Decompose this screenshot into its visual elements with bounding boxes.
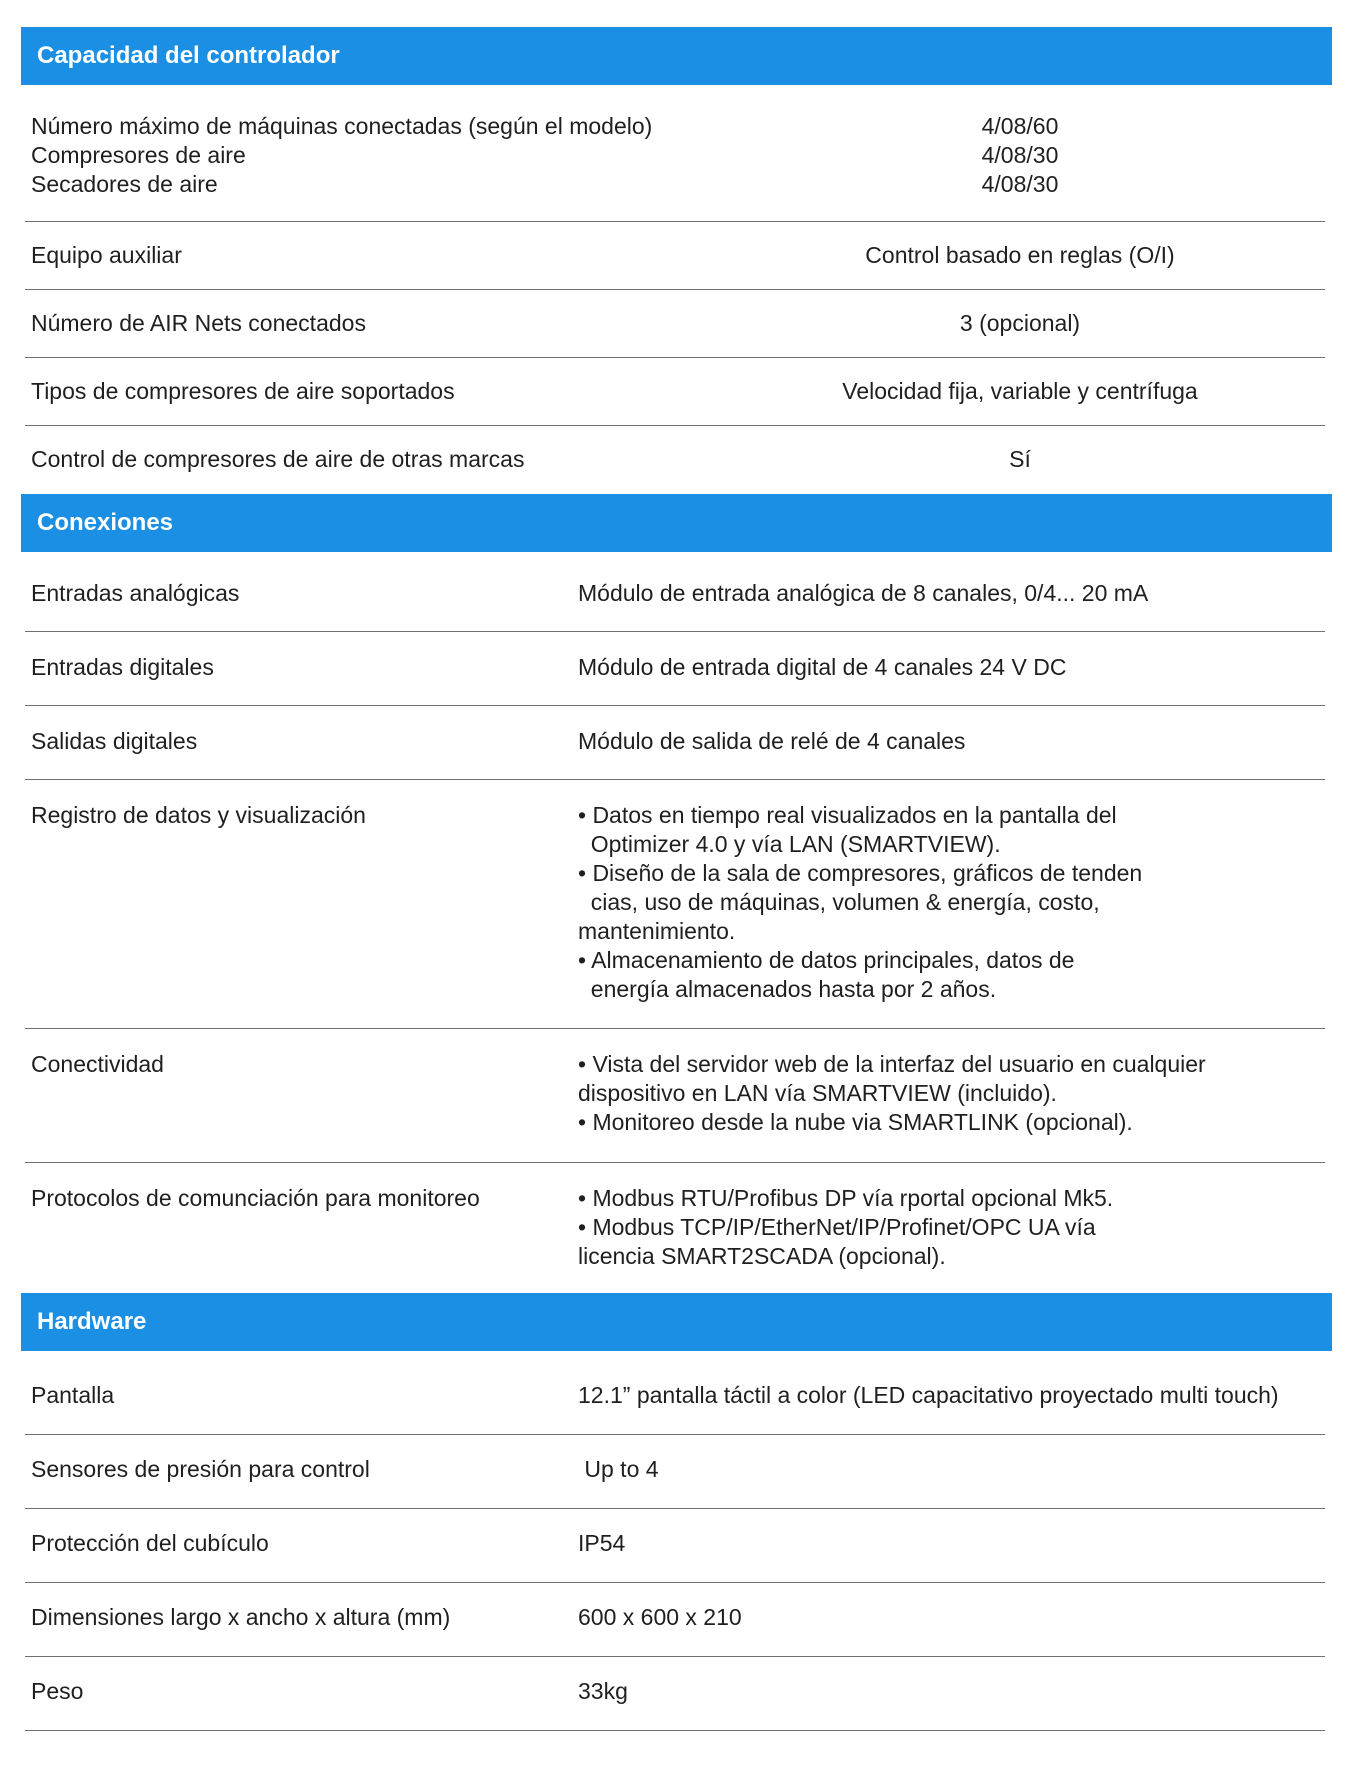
row-value: Up to 4 xyxy=(578,1456,659,1482)
row-value: IP54 xyxy=(578,1530,626,1556)
row-label: Entradas digitales xyxy=(31,654,214,680)
row-divider xyxy=(25,1162,1325,1163)
row-divider xyxy=(25,1656,1325,1657)
row-value: • Vista del servidor web de la interfaz del usuario en cualquier dispositivo en LAN vía SMARTVIEW (incluido). • Monitoreo desde la nube via SMARTLINK (opcional). xyxy=(578,1051,1206,1135)
row-label: Peso xyxy=(31,1678,84,1704)
row-label: Protección del cubículo xyxy=(31,1530,269,1556)
row-divider xyxy=(25,705,1325,706)
row-value: Módulo de entrada analógica de 8 canales, 0/4... 20 mA xyxy=(578,580,1149,606)
row-divider xyxy=(25,1434,1325,1435)
row-label: Número máximo de máquinas conectadas (según el modelo) Compresores de aire Secadores de aire xyxy=(31,113,653,197)
section-header-capacidad xyxy=(21,27,1332,85)
row-value: 33kg xyxy=(578,1678,628,1704)
section-title: Hardware xyxy=(37,1308,147,1335)
row-divider xyxy=(25,1028,1325,1029)
row-label: Dimensiones largo x ancho x altura (mm) xyxy=(31,1604,451,1630)
row-divider xyxy=(25,1508,1325,1509)
row-label: Número de AIR Nets conectados xyxy=(31,310,366,336)
row-divider xyxy=(25,779,1325,780)
row-value: Módulo de entrada digital de 4 canales 24 V DC xyxy=(578,654,1067,680)
section-header-hardware xyxy=(21,1293,1332,1351)
row-label: Control de compresores de aire de otras marcas xyxy=(31,446,525,472)
row-value: Velocidad fija, variable y centrífuga xyxy=(842,378,1198,404)
row-value: 12.1” pantalla táctil a color (LED capacitativo proyectado multi touch) xyxy=(578,1382,1279,1408)
row-label: Tipos de compresores de aire soportados xyxy=(31,378,455,404)
row-divider xyxy=(25,221,1325,222)
section-title: Capacidad del controlador xyxy=(37,42,340,69)
row-divider xyxy=(25,357,1325,358)
row-value: • Modbus RTU/Profibus DP vía rportal opcional Mk5. • Modbus TCP/IP/EtherNet/IP/Profinet/OPC UA vía licencia SMART2SCADA (opcional). xyxy=(578,1185,1114,1269)
row-value: Sí xyxy=(1009,446,1031,472)
row-value: 3 (opcional) xyxy=(959,310,1081,336)
row-label: Registro de datos y visualización xyxy=(31,802,366,828)
row-divider xyxy=(25,1730,1325,1731)
row-label: Equipo auxiliar xyxy=(31,242,182,268)
row-divider xyxy=(25,1582,1325,1583)
row-value: 600 x 600 x 210 xyxy=(578,1604,742,1630)
row-value: Control basado en reglas (O/I) xyxy=(865,242,1175,268)
row-label: Pantalla xyxy=(31,1382,115,1408)
row-label: Sensores de presión para control xyxy=(31,1456,370,1482)
row-value: Módulo de salida de relé de 4 canales xyxy=(578,728,966,754)
row-label: Protocolos de comunciación para monitoreo xyxy=(31,1185,480,1211)
row-divider xyxy=(25,631,1325,632)
row-value: • Datos en tiempo real visualizados en la pantalla del Optimizer 4.0 y vía LAN (SMARTVIEW). • Diseño de la sala de compresores, gráficos de tenden cias, uso de máquinas, volumen & energía, costo, mantenimiento. • Almacenamiento de datos principales, datos de energía almacenados hasta por 2 años. xyxy=(578,802,1143,1002)
row-label: Conectividad xyxy=(31,1051,164,1077)
row-divider xyxy=(25,289,1325,290)
row-label: Entradas analógicas xyxy=(31,580,240,606)
row-label: Salidas digitales xyxy=(31,728,198,754)
row-value: 4/08/60 4/08/30 4/08/30 xyxy=(981,113,1059,197)
section-title: Conexiones xyxy=(37,509,174,536)
row-divider xyxy=(25,425,1325,426)
section-header-conexiones xyxy=(21,494,1332,552)
